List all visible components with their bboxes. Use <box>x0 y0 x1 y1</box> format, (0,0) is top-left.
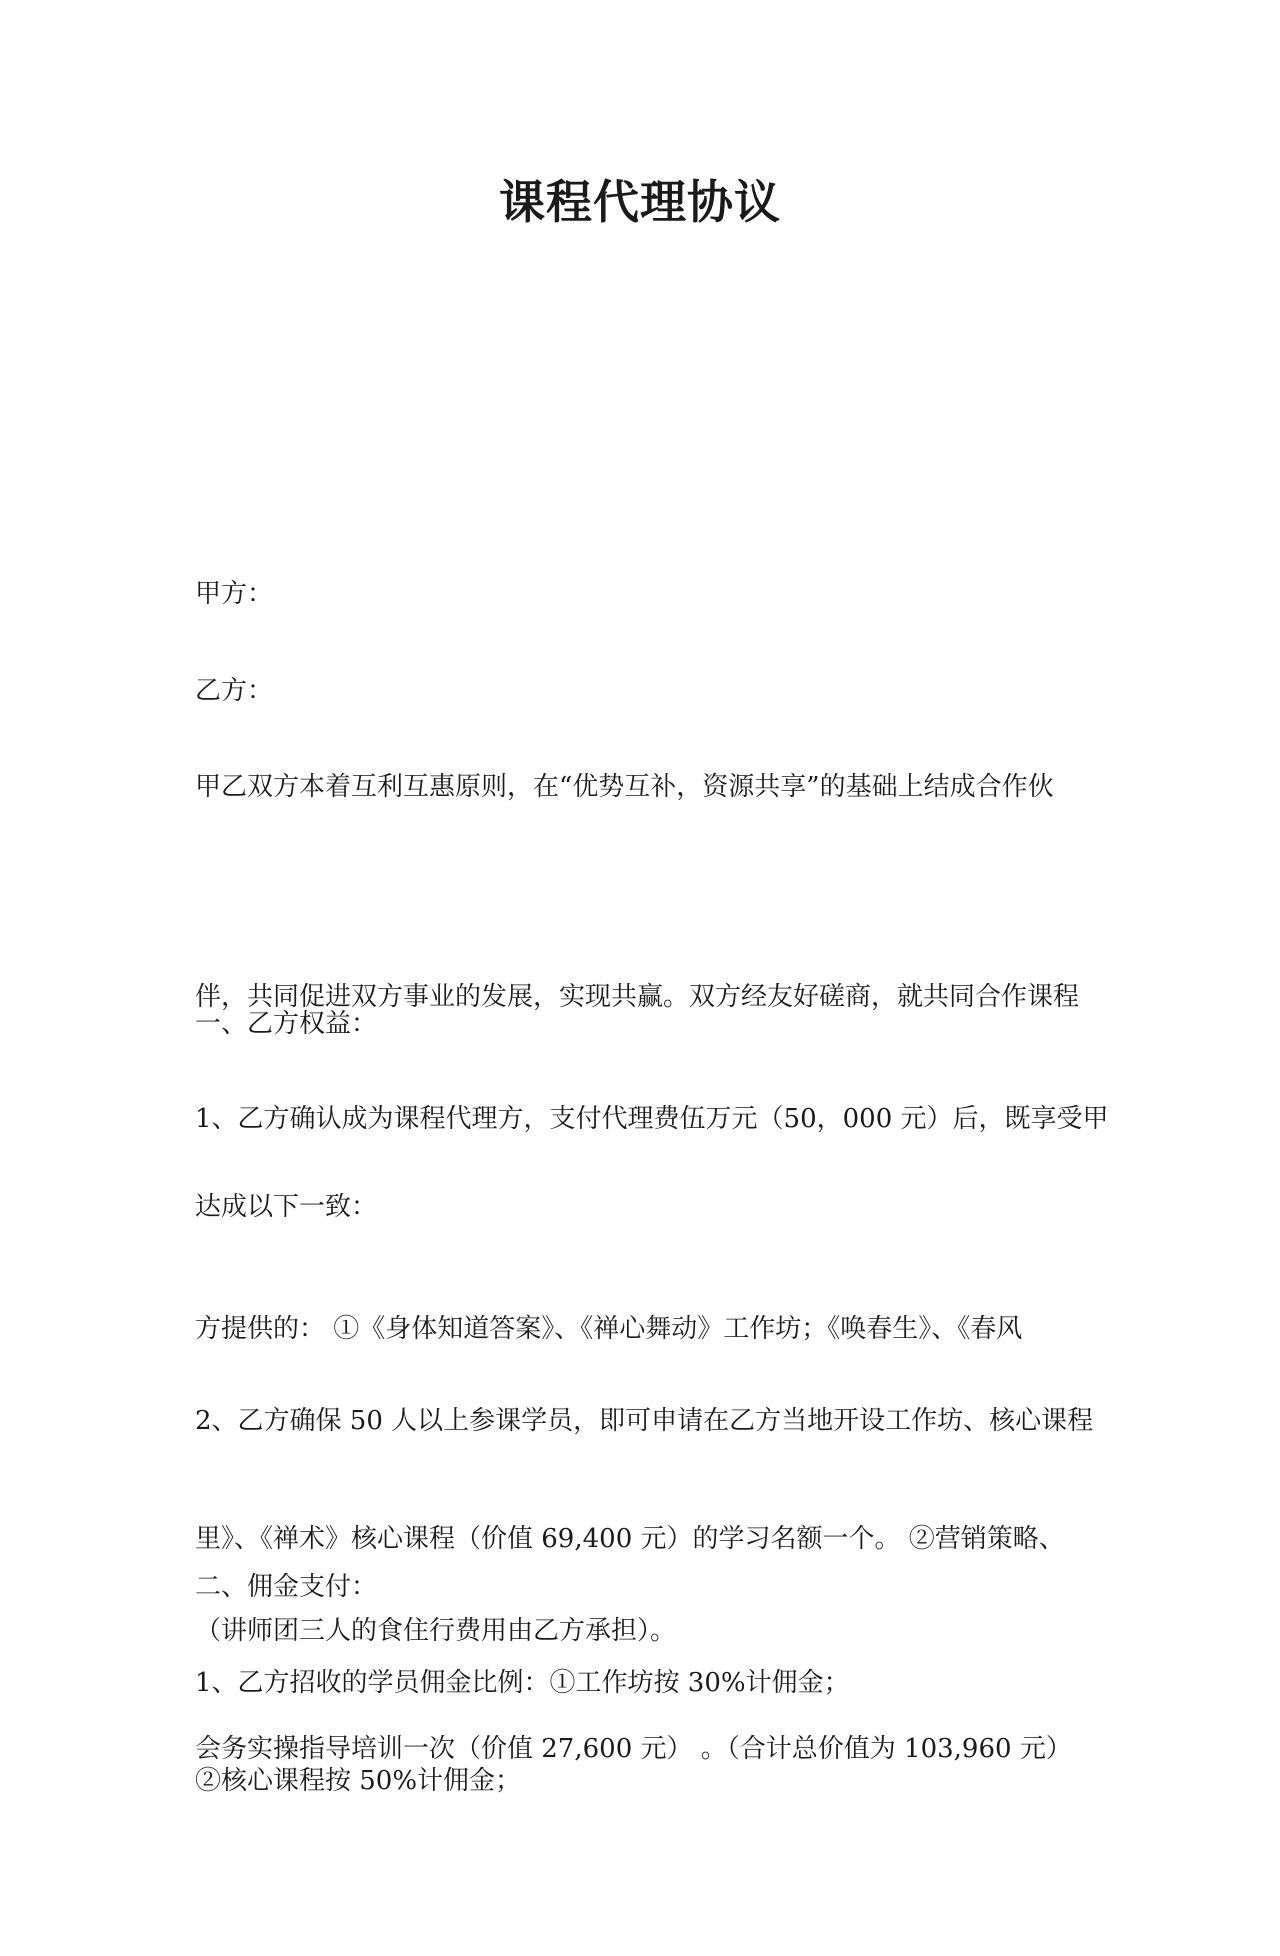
section2-heading-text: 二、佣金支付： <box>195 1572 378 1602</box>
section1-item1-line: 里》、《禅术》核心课程（价值 69,400 元）的学习名额一个。 ②营销策略、 <box>195 1524 1065 1554</box>
section1-item2-line: 2、乙方确保 50 人以上参课学员，即可申请在乙方当地开设工作坊、核心课程 <box>195 1406 1094 1436</box>
section1-item2-line: （讲师团三人的食住行费用由乙方承担）。 <box>195 1616 677 1646</box>
section2-item1-text: 1、乙方招收的学员佣金比例：①工作坊按 30%计佣金； <box>195 1668 850 1698</box>
intro-line: 达成以下一致： <box>195 1192 378 1222</box>
section1-item1-line: 方提供的： ①《身体知道答案》、《禅心舞动》工作坊；《唤春生》、《春风 <box>195 1314 1023 1344</box>
document-title: 课程代理协议 <box>499 175 781 229</box>
party-b-text: 乙方： <box>195 676 274 706</box>
intro-line: 甲乙双方本着互利互惠原则，在“优势互补，资源共享”的基础上结成合作伙 <box>195 772 1054 802</box>
section1-heading-text: 一、乙方权益： <box>195 1009 378 1039</box>
section1-item1-line: 1、乙方确认成为课程代理方，支付代理费伍万元（50，000 元）后，既享受甲 <box>195 1104 1109 1134</box>
section1-item1-line: 会务实操指导培训一次（价值 27,600 元） 。（合计总价值为 103,960 元） <box>195 1734 1072 1764</box>
section2-item1-continuation <box>195 1606 1095 1956</box>
section2-item1-cont-text: ②核心课程按 50%计佣金； <box>195 1766 522 1796</box>
party-a-text: 甲方： <box>195 579 274 609</box>
intro-line: 伴，共同促进双方事业的发展，实现共赢。双方经友好磋商，就共同合作课程 <box>195 982 1080 1012</box>
